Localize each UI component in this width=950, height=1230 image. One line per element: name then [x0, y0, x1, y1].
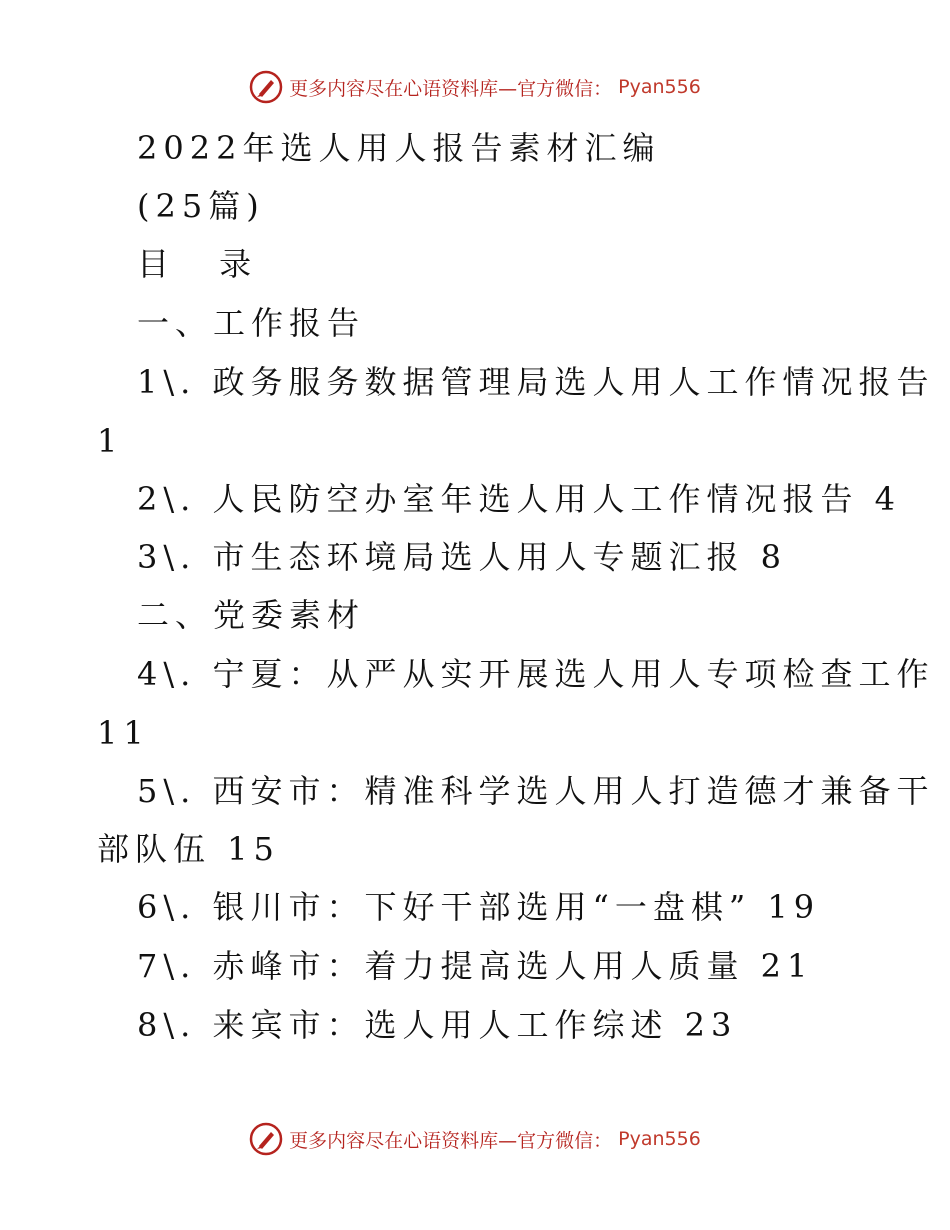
pen-logo-icon	[249, 1122, 283, 1156]
section-heading-reports: 一、工作报告	[137, 304, 366, 342]
toc-item-1-page: 1	[97, 422, 124, 460]
doc-count: (25篇)	[137, 187, 265, 225]
toc-item-1: 1\. 政务服务数据管理局选人用人工作情况报告	[137, 363, 935, 401]
toc-item-4-page: 11	[97, 714, 150, 752]
toc-item-8: 8\. 来宾市：选人用人工作综述 23	[137, 1006, 738, 1044]
header-watermark	[0, 70, 950, 104]
doc-title: 2022年选人用人报告素材汇编	[137, 129, 661, 167]
toc-item-5: 5\. 西安市：精准科学选人用人打造德才兼备干	[137, 772, 935, 810]
toc-heading: 目 录	[137, 245, 272, 283]
section-heading-party: 二、党委素材	[137, 596, 366, 634]
watermark-text: 更多内容尽在心语资料库—官方微信：	[289, 1129, 613, 1152]
footer-watermark	[0, 1122, 950, 1156]
toc-item-3: 3\. 市生态环境局选人用人专题汇报 8	[137, 538, 788, 576]
watermark-text: 更多内容尽在心语资料库—官方微信：	[289, 77, 613, 100]
wechat-id: Pyan556	[618, 76, 701, 98]
toc-item-5-cont: 部队伍 15	[97, 830, 280, 868]
toc-item-7: 7\. 赤峰市：着力提高选人用人质量 21	[137, 947, 814, 985]
toc-item-6: 6\. 银川市：下好干部选用“一盘棋” 19	[137, 888, 821, 926]
wechat-id: Pyan556	[618, 1128, 701, 1150]
toc-item-2: 2\. 人民防空办室年选人用人工作情况报告 4	[137, 480, 902, 518]
pen-logo-icon	[249, 70, 283, 104]
toc-item-4: 4\. 宁夏：从严从实开展选人用人专项检查工作	[137, 655, 935, 693]
